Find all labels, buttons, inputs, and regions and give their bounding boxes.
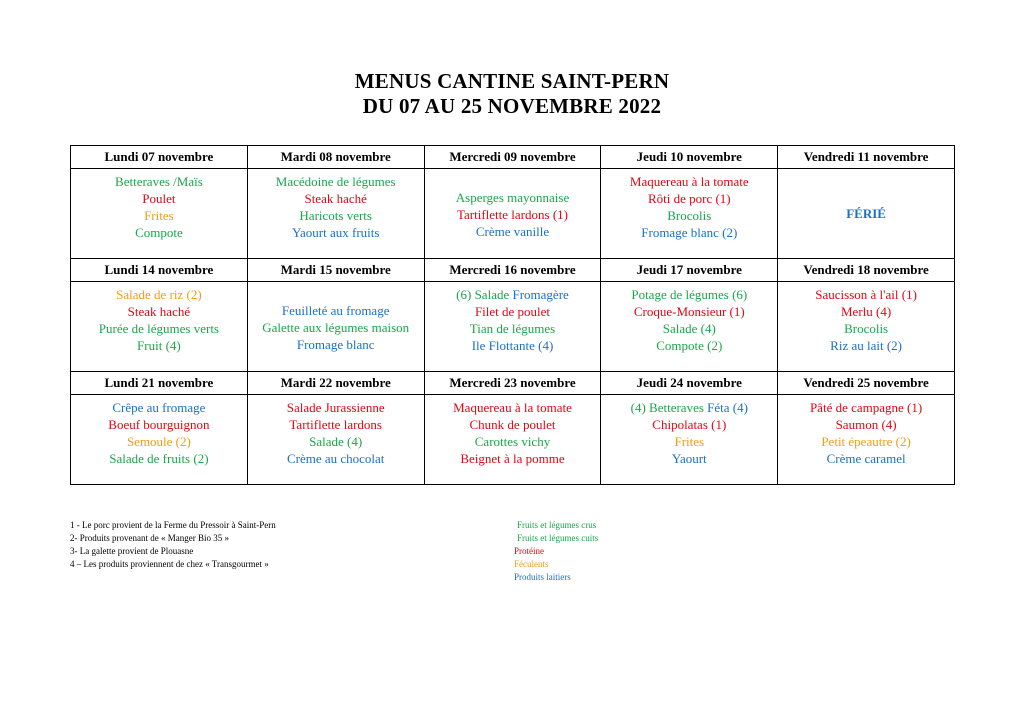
dish-item: Galette aux légumes maison <box>262 320 410 335</box>
page-title <box>0 69 1024 119</box>
day-menu-cell <box>71 169 248 259</box>
dish-item: Crème caramel <box>826 451 906 466</box>
dish-item: Steak haché <box>304 191 367 206</box>
dish-item: Riz au lait (2) <box>830 338 903 353</box>
dish-item: Maquereau à la tomate <box>629 174 749 189</box>
dish-item: Crêpe au fromage <box>112 400 206 415</box>
day-header: Vendredi 18 novembre <box>778 259 955 282</box>
dish-item: Fromage blanc (2) <box>641 225 738 240</box>
dish-item: Yaourt aux fruits <box>291 225 380 240</box>
dish-item: Feuilleté au fromage <box>281 303 390 318</box>
dish-item: Rôti de porc (1) <box>647 191 731 206</box>
dish-item: Potage de légumes (6) <box>631 287 748 302</box>
week-header-row <box>71 372 955 395</box>
dish-item: Brocolis <box>667 208 712 223</box>
color-legend <box>514 519 598 584</box>
dish-item: Saumon (4) <box>835 417 897 432</box>
day-menu-cell <box>424 282 601 372</box>
day-menu-cell <box>601 395 778 485</box>
dish-item: Merlu (4) <box>841 304 892 319</box>
day-header: Mercredi 09 novembre <box>424 146 601 169</box>
day-header: Lundi 14 novembre <box>71 259 248 282</box>
dish-item: Crème au chocolat <box>286 451 385 466</box>
dish-item-part: (6) Salade <box>456 287 513 302</box>
legend-item: Protéine <box>514 546 544 556</box>
dish-item: Pâté de campagne (1) <box>809 400 923 415</box>
day-header: Jeudi 10 novembre <box>601 146 778 169</box>
day-header: Mardi 08 novembre <box>247 146 424 169</box>
dish-item: Frites <box>144 208 174 223</box>
legend-item: Fruits et légumes cuits <box>517 533 599 543</box>
dish-item: Purée de légumes verts <box>98 321 219 336</box>
day-header: Mardi 15 novembre <box>247 259 424 282</box>
week-menu-row <box>71 395 955 485</box>
day-header: Lundi 07 novembre <box>71 146 248 169</box>
dish-item: Salade de riz (2) <box>116 287 202 302</box>
dish-item: Yaourt <box>671 451 707 466</box>
footnote: 1 - Le porc provient de la Ferme du Pressoir à Saint-Pern <box>70 520 276 530</box>
dish-item: Filet de poulet <box>474 304 551 319</box>
dish-item: Macédoine de légumes <box>275 174 396 189</box>
dish-item: Salade Jurassienne <box>286 400 385 415</box>
day-header: Vendredi 11 novembre <box>778 146 955 169</box>
dish-item: Brocolis <box>844 321 889 336</box>
title-line-1: MENUS CANTINE SAINT-PERN <box>354 69 670 93</box>
legend-item: Fruits et légumes crus <box>517 520 597 530</box>
dish-item: Fruit (4) <box>137 338 181 353</box>
day-menu-cell <box>778 395 955 485</box>
day-header: Mercredi 23 novembre <box>424 372 601 395</box>
dish-item-part: (4) Betteraves <box>630 400 708 415</box>
day-menu-cell <box>247 169 424 259</box>
dish-item: Croque-Monsieur (1) <box>633 304 745 319</box>
dish-item: Haricots verts <box>299 208 372 223</box>
dish-item: Betteraves /Maïs <box>115 174 203 189</box>
dish-item: Maquereau à la tomate <box>453 400 572 415</box>
day-header: Jeudi 17 novembre <box>601 259 778 282</box>
dish-item: Salade (4) <box>309 434 363 449</box>
dish-item <box>425 286 601 303</box>
day-menu-cell <box>601 282 778 372</box>
dish-item: Boeuf bourguignon <box>108 417 210 432</box>
dish-item: Tartiflette lardons <box>289 417 382 432</box>
dish-item: Fromage blanc <box>296 337 375 352</box>
day-menu-cell <box>247 282 424 372</box>
holiday-label: FÉRIÉ <box>846 206 886 221</box>
day-header: Vendredi 25 novembre <box>778 372 955 395</box>
dish-item: Asperges mayonnaise <box>455 190 570 205</box>
footnote: 2- Produits provenant de « Manger Bio 35 » <box>70 533 229 543</box>
dish-item: Chunk de poulet <box>469 417 556 432</box>
dish-item: Frites <box>674 434 705 449</box>
week-header-row <box>71 259 955 282</box>
day-header: Lundi 21 novembre <box>71 372 248 395</box>
week-menu-row <box>71 282 955 372</box>
dish-item: Carottes vichy <box>474 434 551 449</box>
day-menu-cell <box>778 169 955 259</box>
title-line-2: DU 07 AU 25 NOVEMBRE 2022 <box>362 94 662 118</box>
day-menu-cell <box>601 169 778 259</box>
day-header: Jeudi 24 novembre <box>601 372 778 395</box>
dish-item: Tartiflette lardons (1) <box>456 207 568 222</box>
dish-item: Steak haché <box>127 304 191 319</box>
dish-item: Compote (2) <box>656 338 723 353</box>
day-menu-cell <box>424 395 601 485</box>
dish-item: Chipolatas (1) <box>652 417 727 432</box>
day-menu-cell <box>778 282 955 372</box>
dish-item: Beignet à la pomme <box>460 451 565 466</box>
legend-item: Produits laitiers <box>514 572 571 582</box>
footnotes <box>70 519 276 571</box>
dish-item: Crème vanille <box>475 224 550 239</box>
day-menu-cell <box>424 169 601 259</box>
menu-table <box>70 145 955 485</box>
footnote: 4 – Les produits proviennent de chez « Transgourmet » <box>70 559 269 569</box>
dish-item: Semoule (2) <box>126 434 191 449</box>
dish-item: Tian de légumes <box>469 321 556 336</box>
footnote: 3- La galette provient de Plouasne <box>70 546 194 556</box>
day-menu-cell <box>247 395 424 485</box>
dish-item <box>601 399 777 416</box>
dish-item: Ile Flottante (4) <box>471 338 554 353</box>
day-header: Mardi 22 novembre <box>247 372 424 395</box>
dish-item-part: Féta (4) <box>707 400 748 415</box>
day-menu-cell <box>71 395 248 485</box>
dish-item-part: Fromagère <box>512 287 569 302</box>
dish-item: Poulet <box>142 191 176 206</box>
day-header: Mercredi 16 novembre <box>424 259 601 282</box>
legend-item: Féculents <box>514 559 549 569</box>
menu-table-body <box>71 146 955 485</box>
dish-item: Petit épeautre (2) <box>821 434 911 449</box>
dish-item: Saucisson à l'ail (1) <box>815 287 917 302</box>
dish-item: Compote <box>135 225 183 240</box>
day-menu-cell <box>71 282 248 372</box>
dish-item: Salade (4) <box>662 321 716 336</box>
week-header-row <box>71 146 955 169</box>
week-menu-row <box>71 169 955 259</box>
dish-item: Salade de fruits (2) <box>109 451 209 466</box>
